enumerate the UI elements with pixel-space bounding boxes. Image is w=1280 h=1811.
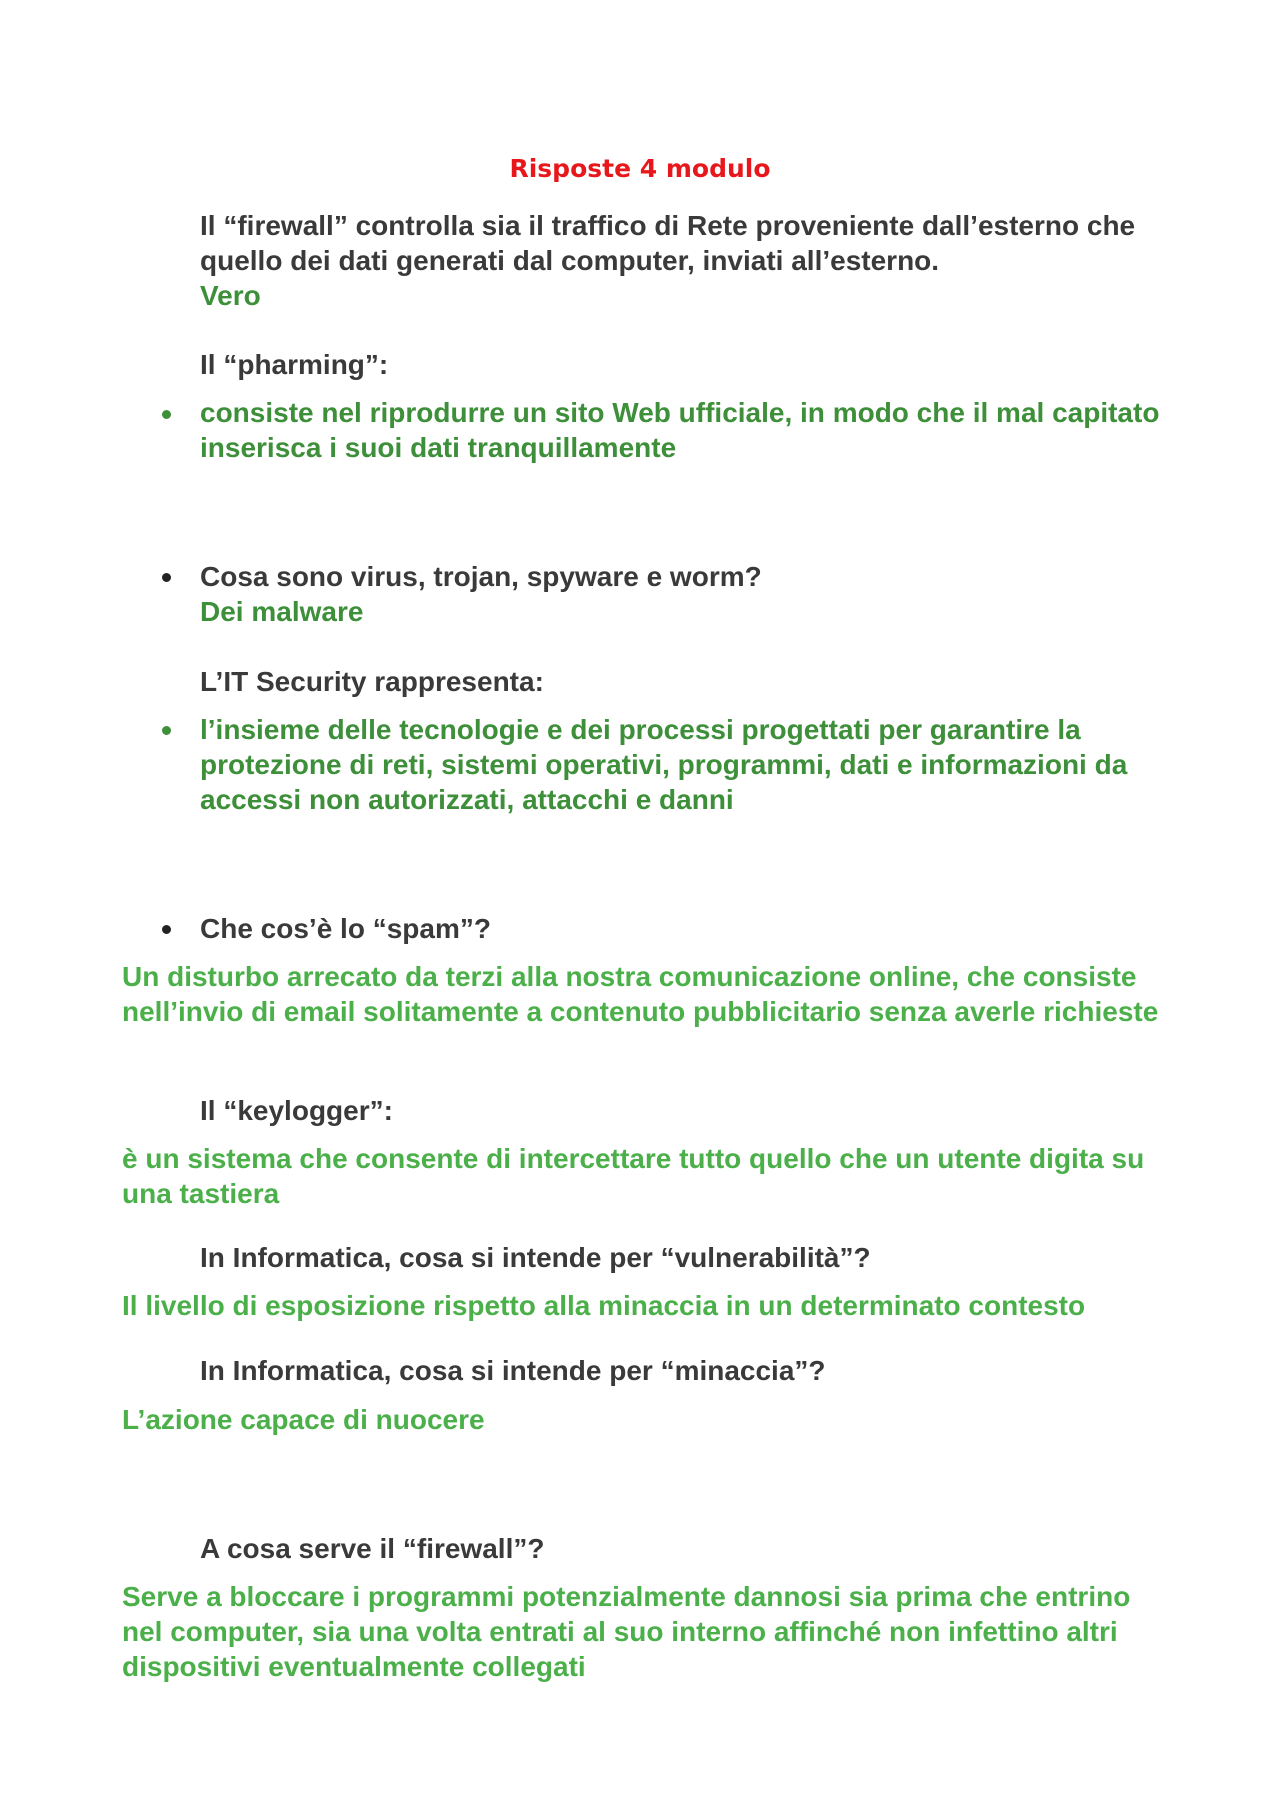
question-8: In Informatica, cosa si intende per “minaccia”? [200, 1355, 826, 1386]
answer-7: Il livello di esposizione rispetto alla minaccia in un determinato contesto [122, 1290, 1086, 1321]
question-9: A cosa serve il “firewall”? [200, 1533, 545, 1564]
question-2: Il “pharming”: [200, 349, 389, 380]
page-title: Risposte 4 modulo [509, 154, 771, 183]
bullet [162, 925, 171, 934]
answer-5: Un disturbo arrecato da terzi alla nostra comunicazione online, che consiste nell’invio di email solitamente a contenuto pubblicitario senza averle richieste [122, 961, 1159, 1027]
question-5: Che cos’è lo “spam”? [200, 913, 491, 944]
answer-2: consiste nel riprodurre un sito Web ufficiale, in modo che il mal capitato inserisca i suoi dati tranquillamente [200, 397, 1160, 463]
bullet [162, 726, 171, 735]
answer-6: è un sistema che consente di intercettare tutto quello che un utente digita su una tastiera [122, 1143, 1145, 1209]
question-3: Cosa sono virus, trojan, spyware e worm? [200, 561, 762, 592]
question-6: Il “keylogger”: [200, 1095, 393, 1126]
answer-3: Dei malware [200, 596, 364, 627]
answer-4: l’insieme delle tecnologie e dei processi progettati per garantire la protezione di reti, sistemi operativi, programmi, dati e informazioni da accessi non autorizzati, attacchi e danni [200, 714, 1128, 815]
bullet [162, 410, 171, 419]
answer-9: Serve a bloccare i programmi potenzialmente dannosi sia prima che entrino nel computer, sia una volta entrati al suo interno affinché non infettino altri dispositivi eventualmente collegati [122, 1581, 1131, 1682]
bullet [162, 573, 171, 582]
answer-1: Vero [200, 280, 261, 311]
question-7: In Informatica, cosa si intende per “vulnerabilità”? [200, 1242, 871, 1273]
question-4: L’IT Security rappresenta: [200, 666, 544, 697]
question-1: Il “firewall” controlla sia il traffico di Rete proveniente dall’esterno che quello dei dati generati dal computer, inviati all’esterno. [200, 210, 1136, 276]
answer-8: L’azione capace di nuocere [122, 1404, 485, 1435]
